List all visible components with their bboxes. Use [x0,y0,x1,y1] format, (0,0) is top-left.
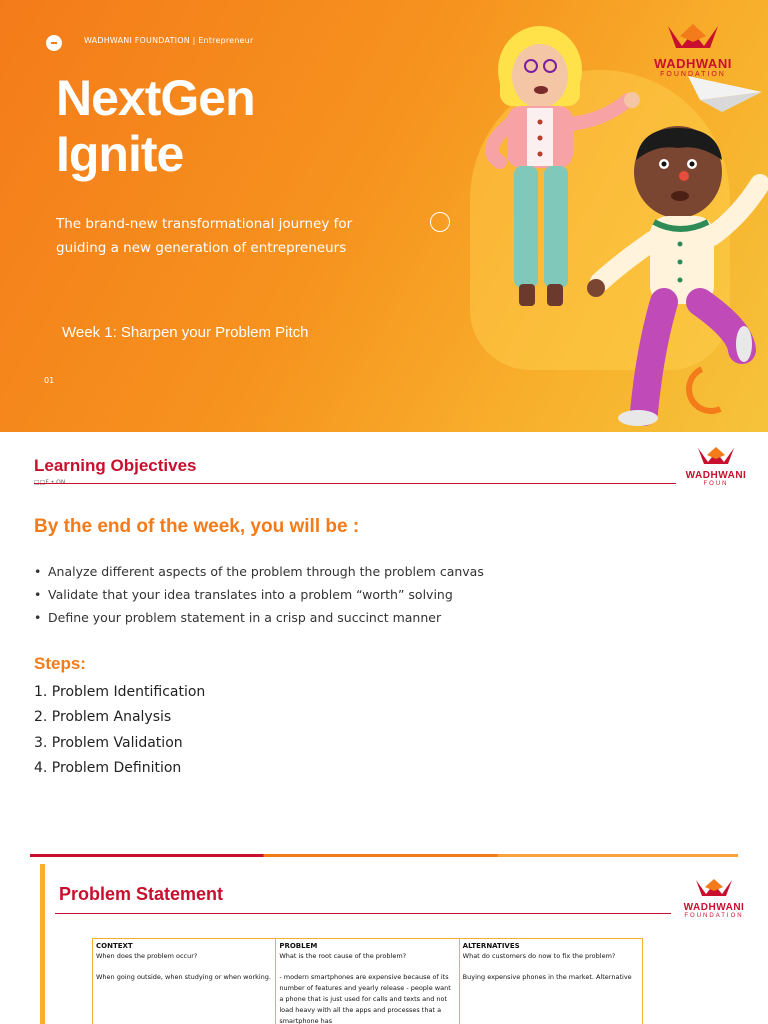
steps-heading: Steps: [34,654,86,673]
column-answer: - modern smartphones are expensive because of its number of features and yearly release - people want a phone that is just used for calls and texts and not load heavy with all the apps and processes that a smartphone has [279,973,451,1024]
column-header: ALTERNATIVES [462,942,520,950]
title-divider [55,913,671,914]
wadhwani-logo-mark-icon [674,878,754,898]
wadhwani-logo [638,22,748,78]
column-header: PROBLEM [279,942,318,950]
column-answer: Buying expensive phones in the market. Alternative [462,973,632,981]
list-item: 3. Problem Validation [34,734,183,751]
course-subtitle: The brand-new transformational journey for guiding a new generation of entrepreneurs [56,216,353,256]
brand-wordmark: WADHWANI [685,470,747,481]
list-item: • Define your problem statement in a crisp and succinct manner [34,606,484,629]
column-question: When does the problem occur? [96,952,198,960]
brand-subtitle: FOUNDATION [660,71,726,78]
column-question: What is the root cause of the problem? [279,952,407,960]
problem-statement-slide [0,832,768,1024]
wadhwani-logo-mark-icon [676,446,756,466]
list-item: 1. Problem Identification [34,684,206,700]
hero-slide [0,0,768,432]
brand-wordmark: WADHWANI [654,56,732,71]
objectives-heading: By the end of the week, you will be : [34,516,360,537]
column-answer: When going outside, when studying or when working. [96,973,271,981]
week-label: Week 1: Sharpen your Problem Pitch [62,324,309,341]
list-item: 2. Problem Analysis [34,709,172,726]
brand-wordmark: WADHWANI [683,902,745,913]
title-divider [34,483,676,484]
column-question: What do customers do now to fix the problem? [462,952,616,960]
canvas-column-alternatives [460,939,642,1024]
steps-list [34,680,205,781]
brand-subtitle: FOUN [703,481,729,487]
org-line: WADHWANI FOUNDATION | Entrepreneur [84,36,254,45]
canvas-column-problem [276,939,459,1024]
column-header: CONTEXT [96,942,133,950]
wadhwani-logo-mark-icon [638,22,748,52]
objectives-list [34,560,484,629]
top-accent-bar [30,854,738,857]
side-accent-bar [40,864,45,1024]
page-number: 01 [44,376,55,385]
list-item: • Analyze different aspects of the problem through the problem canvas [34,560,484,583]
slide-title: Problem Statement [59,884,224,904]
brand-subtitle: FOUNDATION [684,913,744,919]
list-item: • Validate that your idea translates into a problem “worth” solving [34,583,484,606]
paper-plane-icon [688,76,762,112]
learning-objectives-slide [0,432,768,832]
problem-canvas-table [92,938,643,1024]
wadhwani-logo [676,446,756,487]
slide-title: Learning Objectives [34,456,197,475]
canvas-column-context [93,939,276,1024]
course-title: NextGen Ignite [56,70,255,182]
boy-character [587,126,760,426]
list-item: 4. Problem Definition [34,759,182,776]
wadhwani-logo [674,878,754,919]
